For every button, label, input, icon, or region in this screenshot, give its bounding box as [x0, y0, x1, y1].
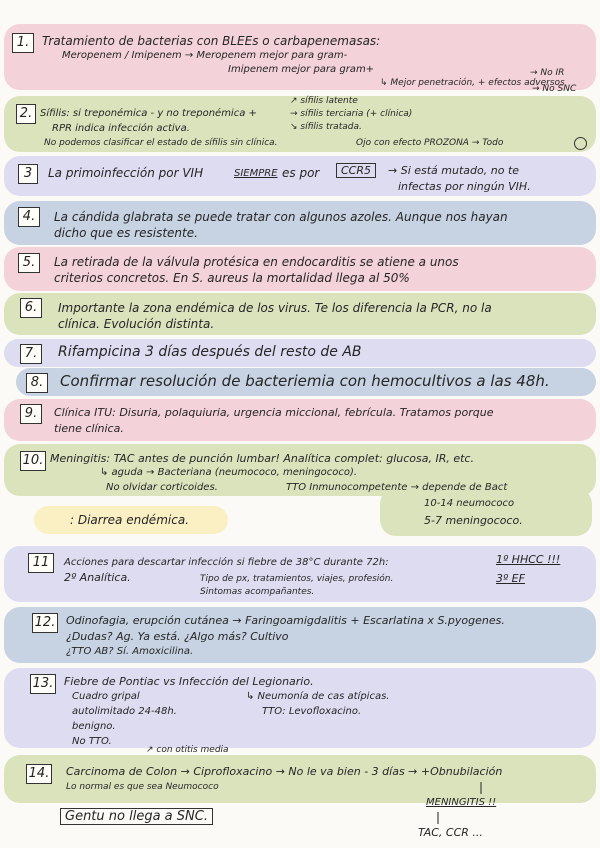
item-10-side-note: : Diarrea endémica. [70, 513, 189, 527]
item-11-hhcc: 1º HHCC !!! [496, 553, 561, 566]
item-2-line-1: Sífilis: si treponémica - y no treponémica + [40, 108, 257, 119]
item-1-line-2: Imipenem mejor para gram+ [228, 64, 375, 75]
item-12-number: 12. [32, 613, 58, 633]
item-11-line-1: Acciones para descartar infección si fiebre de 38°C durante 72h: [64, 557, 389, 568]
item-2-line-2: RPR indica infección activa. [52, 123, 190, 134]
item-7-line-1: Rifampicina 3 días después del resto de AB [58, 344, 362, 360]
item-13-line-3: autolimitado 24-48h. [72, 706, 177, 717]
item-10-line-3: No olvidar corticoides. [106, 482, 218, 493]
item-2-branch-1: ↗ sífilis latente [290, 96, 358, 106]
item-6-line-2: clínica. Evolución distinta. [58, 317, 215, 331]
item-10-number: 10. [20, 451, 46, 471]
item-3-es-por: es por [282, 166, 320, 180]
item-13-line-3b: TTO: Levofloxacino. [262, 706, 362, 717]
item-13-line-1: Fiebre de Pontiac vs Infección del Legionario. [64, 675, 314, 688]
item-2-branch-3: ↘ sífilis tratada. [290, 122, 362, 132]
item-9-number: 9. [20, 404, 42, 424]
item-14-pre: ↗ con otitis media [146, 745, 229, 755]
item-3-number: 3 [18, 164, 38, 184]
item-2-line-4: Ojo con efecto PROZONA → Todo [356, 138, 504, 148]
item-9-line-2: tiene clínica. [54, 422, 124, 435]
item-3-siempre: SIEMPRE [234, 168, 278, 179]
item-4-line-2: dicho que es resistente. [54, 226, 198, 240]
item-7-number: 7. [20, 344, 42, 364]
item-10-line-1: Meningitis: TAC antes de punción lumbar! Analítica complet: glucosa, IR, etc. [50, 452, 474, 465]
item-10-line-5: 10-14 neumococo [424, 498, 515, 509]
item-5-line-2: criterios concretos. En S. aureus la mortalidad llega al 50% [54, 271, 410, 285]
item-14-boxed-note: Gentu no llega a SNC. [60, 808, 213, 825]
item-14-line-1: Carcinoma de Colon → Ciprofloxacino → No le va bien - 3 días → +Obnubilación [66, 765, 503, 778]
item-11-ef: 3º EF [496, 572, 525, 585]
item-8-line-1: Confirmar resolución de bacteriemia con hemocultivos a las 48h. [60, 372, 550, 390]
item-6-number: 6. [20, 298, 42, 318]
item-4-line-1: La cándida glabrata se puede tratar con algunos azoles. Aunque nos hayan [54, 210, 508, 224]
item-5-number: 5. [18, 253, 40, 273]
item-11-number: 11 [28, 553, 54, 573]
item-3-ccr5-box: CCR5 [336, 163, 376, 178]
item-14-tac: TAC, CCR ... [418, 826, 483, 839]
item-3-line-3: infectas por ningún VIH. [398, 180, 531, 193]
item-13-line-4: benigno. [72, 721, 116, 732]
item-3-line-2: → Si está mutado, no te [388, 164, 520, 177]
item-10-line-4: TTO Inmunocompetente → depende de Bact [286, 482, 508, 493]
item-2-branch-2: → sífilis terciaria (+ clínica) [290, 109, 413, 119]
item-1-no-ir: → No IR [530, 68, 565, 78]
item-6-line-1: Importante la zona endémica de los virus. Te los diferencia la PCR, no la [58, 301, 492, 315]
item-13-line-2: Cuadro gripal [72, 691, 140, 702]
item-8-number: 8. [26, 373, 48, 393]
item-11-line-2: 2º Analítica. [64, 571, 131, 584]
item-1-line-3: ↳ Mejor penetración, + efectos adversos [380, 78, 565, 88]
item-2-line-3: No podemos clasificar el estado de sífilis sin clínica. [44, 138, 278, 148]
item-9-line-1: Clínica ITU: Disuria, polaquiuria, urgencia miccional, febrícula. Tratamos porque [54, 406, 494, 419]
item-4-number: 4. [18, 207, 40, 227]
item-13-line-5: No TTO. [72, 736, 112, 747]
item-14-line-2: Lo normal es que sea Neumococo [66, 782, 219, 792]
item-14-meningitis: MENINGITIS !! [426, 797, 497, 808]
item-12-line-2: ¿Dudas? Ag. Ya está. ¿Algo más? Cultivo [66, 630, 289, 643]
item-13-line-2b: ↳ Neumonía de cas atípicas. [246, 691, 390, 702]
item-10-line-6: 5-7 meningococo. [424, 514, 523, 527]
item-14-number: 14. [26, 764, 52, 784]
item-1-title: Tratamiento de bacterias con BLEEs o carbapenemasas: [42, 34, 381, 48]
item-2-number: 2. [16, 104, 36, 124]
item-13-number: 13. [30, 674, 56, 694]
item-12-line-3: ¿TTO AB? Sí. Amoxicilina. [66, 646, 194, 657]
item-1-no-snc: → No SNC [532, 84, 577, 94]
item-11-line-2b: Tipo de px, tratamientos, viajes, profesión. [200, 574, 394, 584]
item-12-line-1: Odinofagia, erupción cutánea → Faringoamigdalitis + Escarlatina x S.pyogenes. [66, 614, 505, 627]
item-1-number: 1. [12, 33, 34, 53]
item-1-line-1: Meropenem / Imipenem → Meropenem mejor para gram- [62, 50, 348, 61]
item-10-line-2: ↳ aguda → Bacteriana (neumococo, meningococo). [100, 467, 358, 478]
item-5-line-1: La retirada de la válvula protésica en endocarditis se atiene a unos [54, 255, 459, 269]
item-3-line-1: La primoinfección por VIH [48, 166, 204, 180]
item-11-line-3: Sintomas acompañantes. [200, 587, 315, 597]
